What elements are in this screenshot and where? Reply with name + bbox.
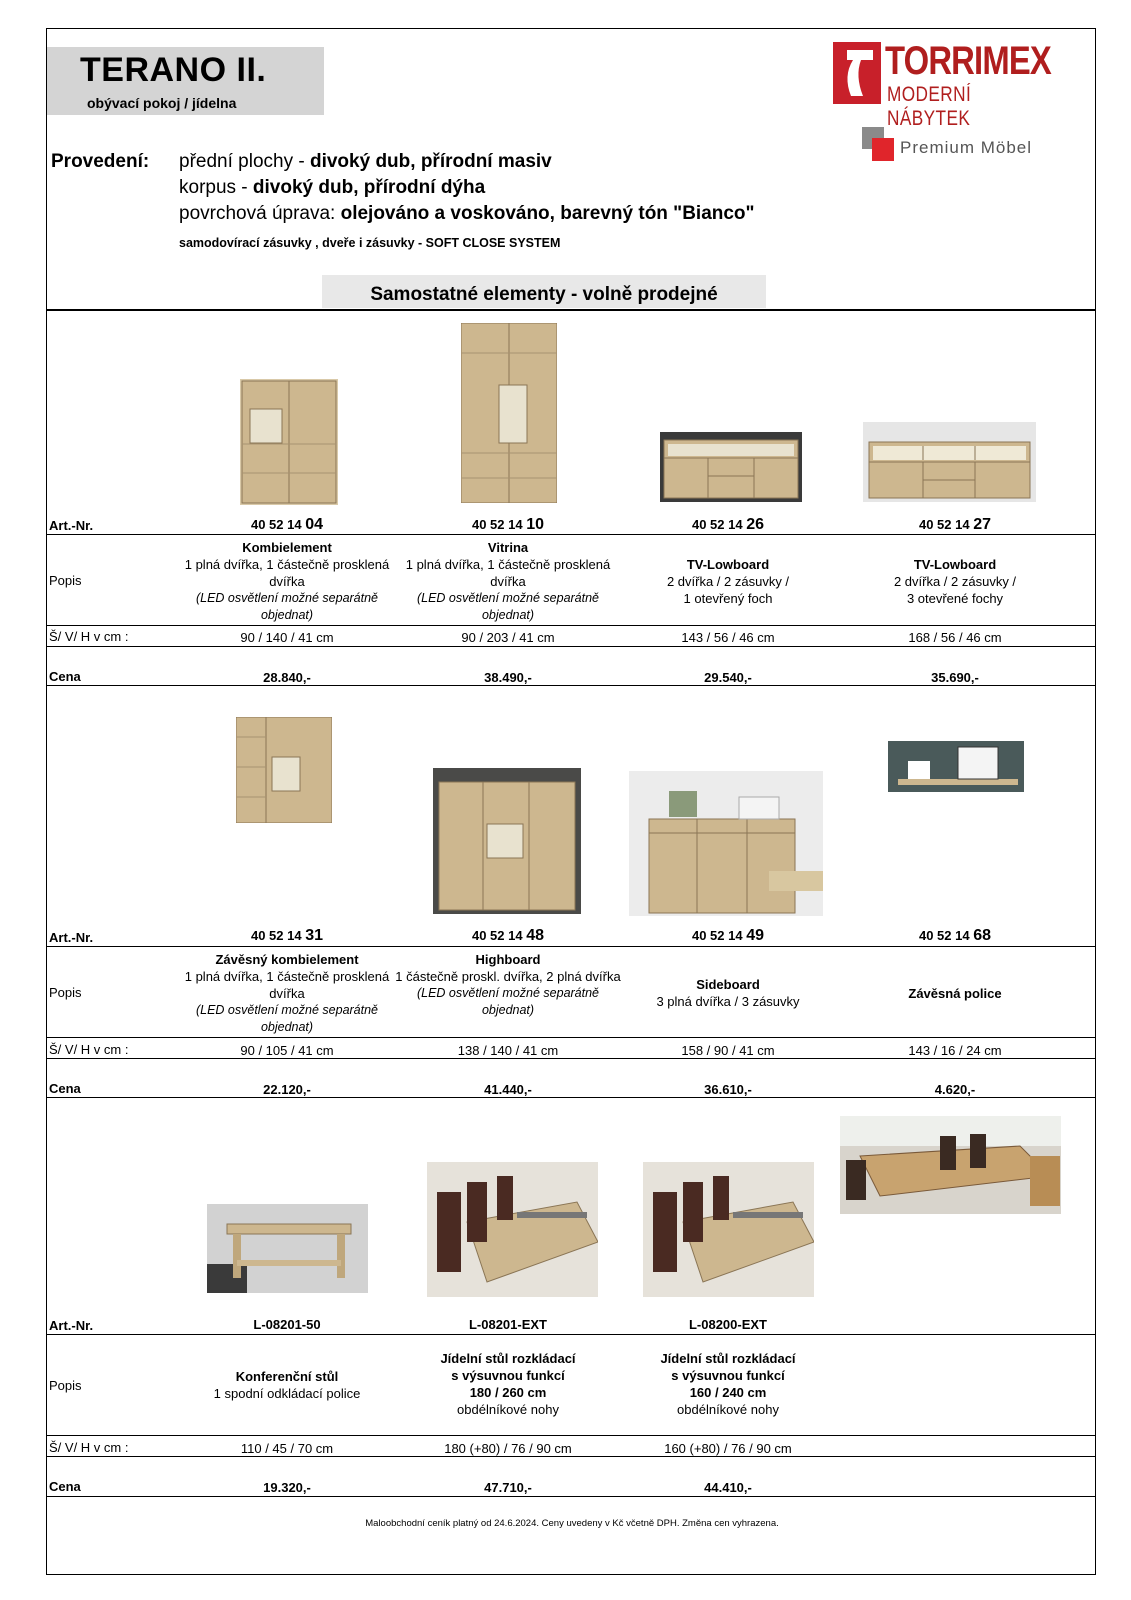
divider <box>47 1037 1095 1038</box>
page-subtitle: obývací pokoj / jídelna <box>87 95 237 111</box>
dining-table-icon <box>643 1162 814 1297</box>
art-label: Art.-Nr. <box>49 930 94 945</box>
divider <box>47 946 1095 947</box>
item-description: TV-Lowboard 2 dvířka / 2 zásuvky / 3 otevřené fochy <box>893 557 1017 606</box>
art-number: 40 52 14 31 <box>250 927 323 944</box>
vitrine-icon <box>461 323 557 503</box>
cena-label: Cena <box>49 1479 81 1494</box>
item-price: 19.320,- <box>263 1480 311 1495</box>
art-number: 40 52 14 10 <box>471 516 544 533</box>
item-size: 143 / 56 / 46 cm <box>681 630 775 645</box>
item-price: 44.410,- <box>704 1480 752 1495</box>
item-description: Závěsná police <box>908 986 1002 1001</box>
item-description: Jídelní stůl rozkládací s výsuvnou funkcí 160 / 240 cm obdélníkové nohy <box>660 1351 796 1417</box>
popis-label: Popis <box>49 985 82 1000</box>
art-label: Art.-Nr. <box>49 1318 94 1333</box>
divider <box>47 1456 1095 1457</box>
divider <box>47 1334 1095 1335</box>
item-price: 47.710,- <box>484 1480 532 1495</box>
dining-table-icon <box>427 1162 598 1297</box>
item-price: 22.120,- <box>263 1082 311 1097</box>
provedeni-line-2: korpus - divoký dub, přírodní dýha <box>179 177 486 198</box>
item-size: 143 / 16 / 24 cm <box>908 1043 1002 1058</box>
provedeni-label: Provedení: <box>51 151 150 172</box>
art-number: L-08200-EXT <box>688 1317 768 1332</box>
torrimex-logo-icon <box>833 42 881 104</box>
item-size: 90 / 203 / 41 cm <box>461 630 555 645</box>
cena-label: Cena <box>49 1081 81 1096</box>
art-number: 40 52 14 68 <box>918 927 991 944</box>
divider <box>47 309 1095 311</box>
provedeni-note: samodovírací zásuvky , dveře i zásuvky - SOFT CLOSE SYSTEM <box>179 236 561 250</box>
art-number: 40 52 14 27 <box>918 516 991 533</box>
dining-room-icon <box>840 1116 1061 1214</box>
section-title: Samostatné elementy - volně prodejné <box>370 284 718 305</box>
divider <box>47 625 1095 626</box>
item-size: 160 (+80) / 76 / 90 cm <box>664 1441 792 1456</box>
brand-name: TORRIMEX <box>885 39 1051 83</box>
tv-lowboard-icon <box>660 432 802 502</box>
divider <box>47 1496 1095 1497</box>
item-description: Závěsný kombielement 1 plná dvířka, 1 částečně prosklená dvířka (LED osvětlení možné separátně objednat) <box>184 952 390 1034</box>
wall-shelf-icon <box>888 741 1024 792</box>
page-title: TERANO II. <box>80 51 267 89</box>
popis-label: Popis <box>49 1378 82 1393</box>
coffee-table-icon <box>207 1204 368 1293</box>
popis-label: Popis <box>49 573 82 588</box>
provedeni-line-3: povrchová úprava: olejováno a voskováno, barevný tón "Bianco" <box>179 203 755 224</box>
item-description: Jídelní stůl rozkládací s výsuvnou funkcí 180 / 260 cm obdélníkové nohy <box>440 1351 576 1417</box>
item-price: 29.540,- <box>704 670 752 685</box>
highboard-icon <box>433 768 581 914</box>
size-label: Š/ V/ H v cm : <box>49 629 129 644</box>
art-label: Art.-Nr. <box>49 518 94 533</box>
item-description: Sideboard 3 plná dvířka / 3 zásuvky <box>656 977 800 1009</box>
art-number: 40 52 14 26 <box>691 516 764 533</box>
item-description: Vitrina 1 plná dvířka, 1 částečně prosklená dvířka (LED osvětlení možné separátně objednat) <box>405 540 611 622</box>
divider <box>47 685 1095 686</box>
cabinet-icon <box>240 379 338 505</box>
price-sheet <box>46 28 1096 1575</box>
art-number: L-08201-50 <box>253 1317 321 1332</box>
art-number: 40 52 14 49 <box>691 927 764 944</box>
provedeni-line-1: přední plochy - divoký dub, přírodní masiv <box>179 151 552 172</box>
item-price: 36.610,- <box>704 1082 752 1097</box>
size-label: Š/ V/ H v cm : <box>49 1042 129 1057</box>
item-description: TV-Lowboard 2 dvířka / 2 zásuvky / 1 otevřený foch <box>666 557 790 606</box>
premium-logo-icon <box>862 127 894 161</box>
art-number: 40 52 14 04 <box>250 516 323 533</box>
item-description: Highboard 1 částečně proskl. dvířka, 2 plná dvířka (LED osvětlení možné separátně objednat) <box>395 952 621 1017</box>
brand-tagline: MODERNÍ NÁBYTEK <box>887 83 972 130</box>
premium-label: Premium Möbel <box>900 138 1033 157</box>
item-price: 4.620,- <box>934 1082 976 1097</box>
item-size: 158 / 90 / 41 cm <box>681 1043 775 1058</box>
divider <box>47 646 1095 647</box>
size-label: Š/ V/ H v cm : <box>49 1440 129 1455</box>
wall-cabinet-icon <box>236 717 332 823</box>
item-size: 90 / 140 / 41 cm <box>240 630 334 645</box>
item-price: 38.490,- <box>484 670 532 685</box>
item-description: Kombielement 1 plná dvířka, 1 částečně prosklená dvířka (LED osvětlení možné separátně objednat) <box>184 540 390 622</box>
sideboard-icon <box>629 771 823 916</box>
art-number: 40 52 14 48 <box>471 927 544 944</box>
item-size: 168 / 56 / 46 cm <box>908 630 1002 645</box>
divider <box>47 1058 1095 1059</box>
divider <box>47 1435 1095 1436</box>
tv-lowboard-icon <box>863 422 1036 502</box>
item-description: Konferenční stůl 1 spodní odkládací police <box>213 1369 361 1401</box>
item-size: 180 (+80) / 76 / 90 cm <box>444 1441 572 1456</box>
item-size: 110 / 45 / 70 cm <box>240 1441 334 1456</box>
cena-label: Cena <box>49 669 81 684</box>
footer-note: Maloobchodní ceník platný od 24.6.2024. Ceny uvedeny v Kč včetně DPH. Změna cen vyhrazena. <box>365 1518 779 1529</box>
item-price: 28.840,- <box>263 670 311 685</box>
item-price: 41.440,- <box>484 1082 532 1097</box>
art-number: L-08201-EXT <box>468 1317 548 1332</box>
item-size: 138 / 140 / 41 cm <box>457 1043 559 1058</box>
divider <box>47 1097 1095 1098</box>
divider <box>47 534 1095 535</box>
item-size: 90 / 105 / 41 cm <box>240 1043 334 1058</box>
item-price: 35.690,- <box>931 670 979 685</box>
